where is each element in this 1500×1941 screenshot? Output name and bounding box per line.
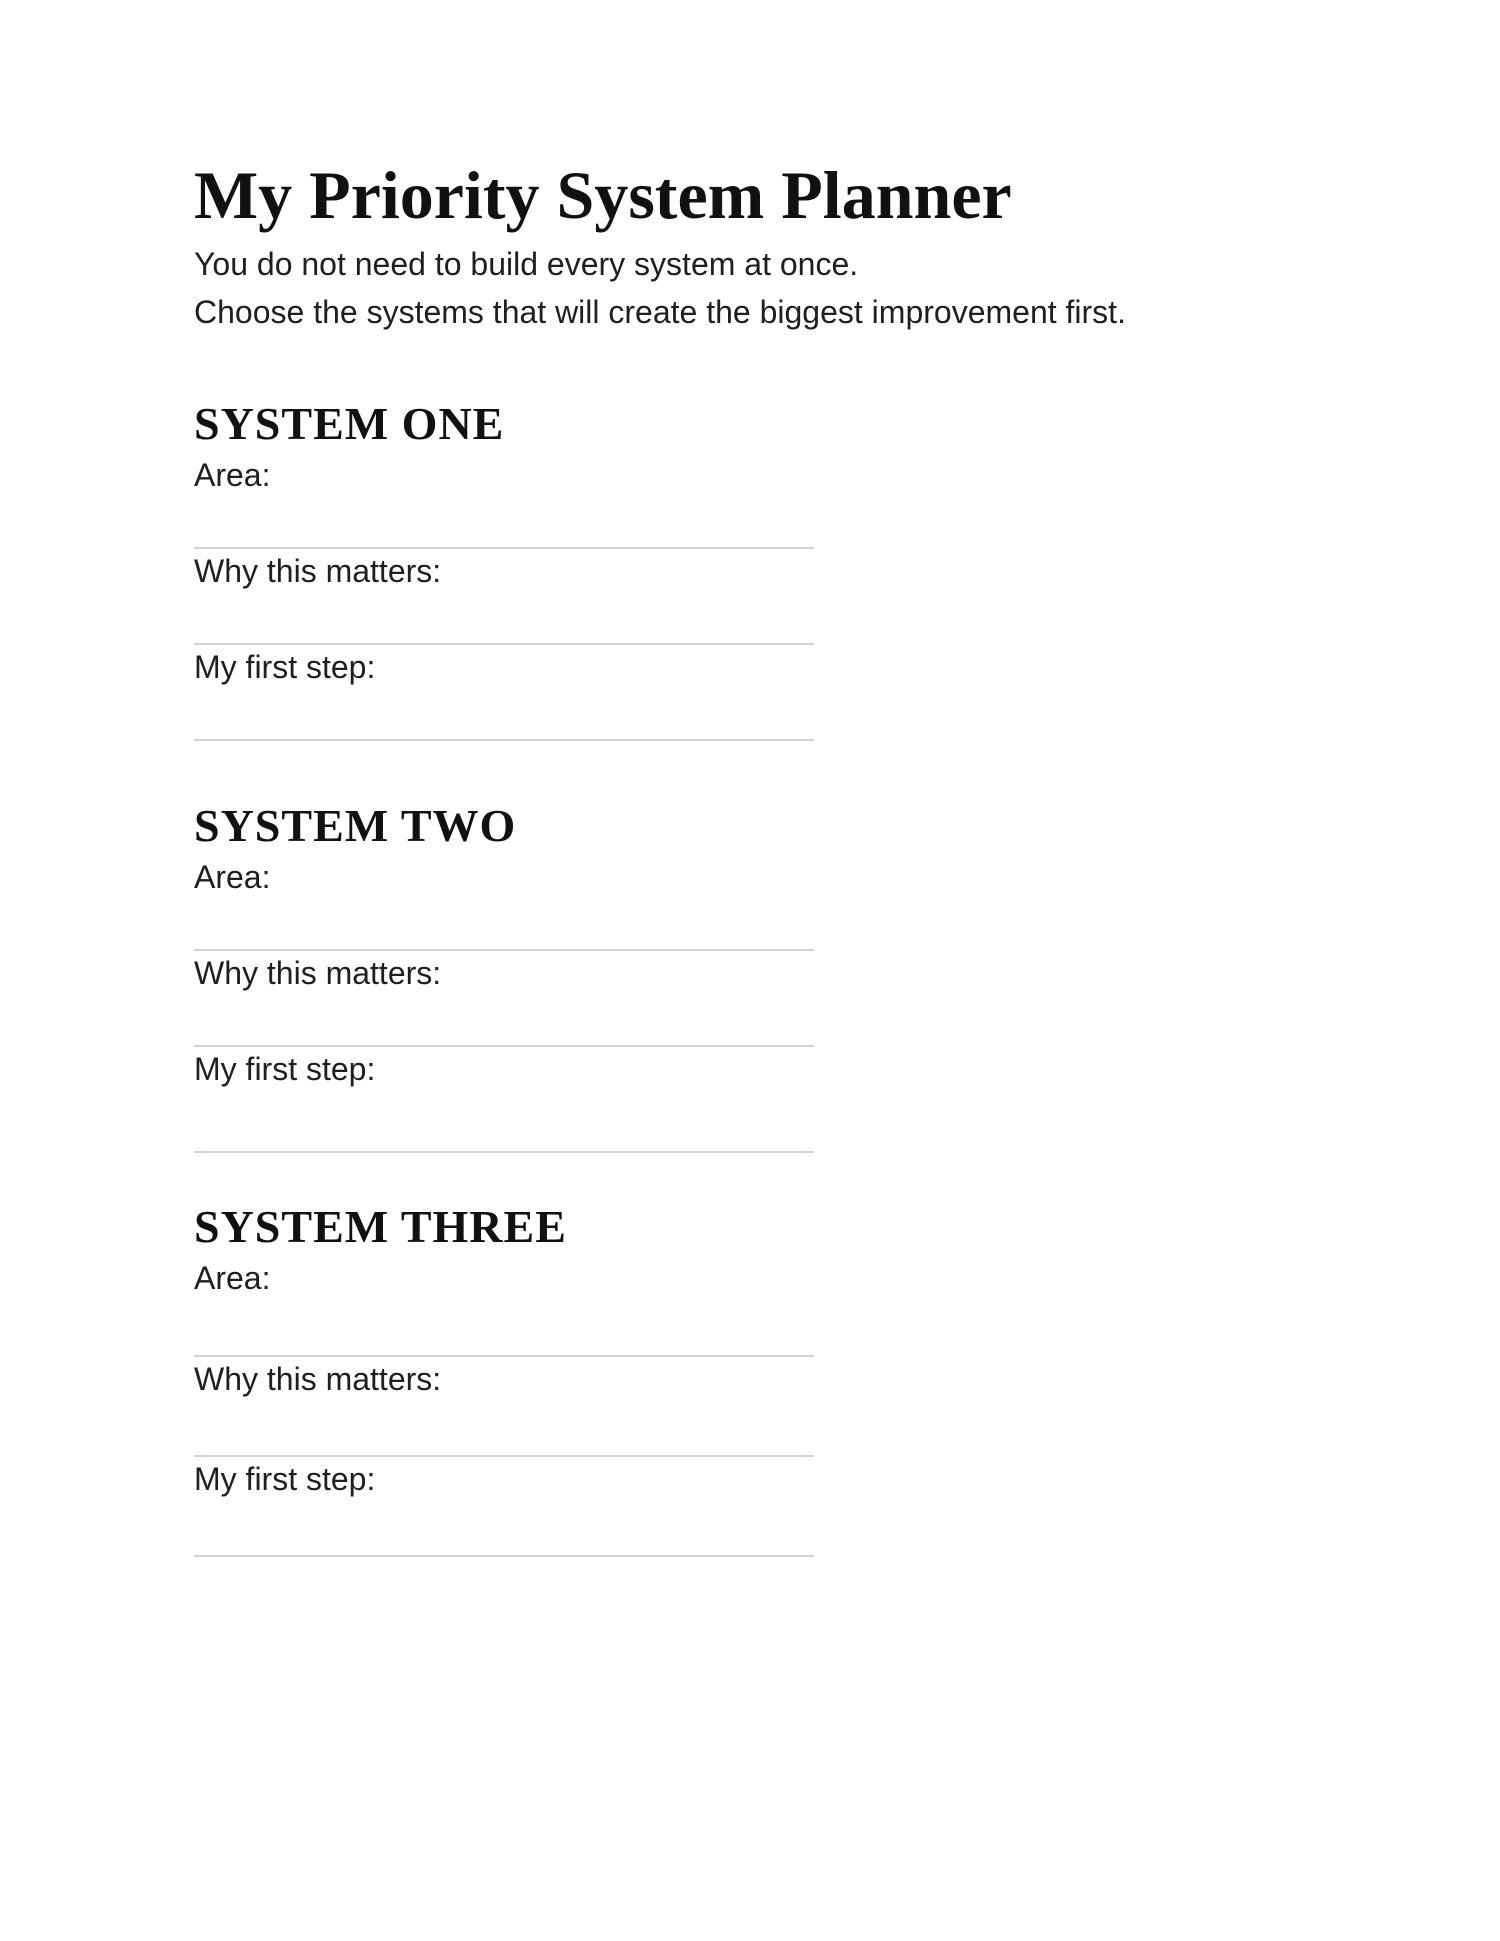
first-step-label: My first step: bbox=[194, 1461, 376, 1497]
intro-line-1: You do not need to build every system at once. bbox=[194, 246, 859, 282]
system-one-first-step-field[interactable] bbox=[194, 645, 814, 741]
system-two-section bbox=[194, 797, 814, 1153]
system-three-title: SYSTEM THREE bbox=[194, 1201, 567, 1252]
system-three-area-field[interactable] bbox=[194, 1256, 814, 1357]
first-step-label: My first step: bbox=[194, 1051, 376, 1087]
system-three-why-field[interactable] bbox=[194, 1357, 814, 1457]
system-one-why-field[interactable] bbox=[194, 549, 814, 645]
system-two-first-step-field[interactable] bbox=[194, 1047, 814, 1153]
write-in-line bbox=[194, 739, 814, 741]
system-one-title: SYSTEM ONE bbox=[194, 398, 505, 449]
why-label: Why this matters: bbox=[194, 955, 442, 991]
write-in-line bbox=[194, 1151, 814, 1153]
area-label: Area: bbox=[194, 1260, 271, 1296]
why-label: Why this matters: bbox=[194, 553, 442, 589]
intro-line-2: Choose the systems that will create the biggest improvement first. bbox=[194, 294, 1126, 330]
system-one-area-field[interactable] bbox=[194, 453, 814, 549]
write-in-line bbox=[194, 1555, 814, 1557]
area-label: Area: bbox=[194, 859, 271, 895]
system-two-why-field[interactable] bbox=[194, 951, 814, 1047]
first-step-label: My first step: bbox=[194, 649, 376, 685]
system-three-section bbox=[194, 1198, 814, 1557]
page-title: My Priority System Planner bbox=[194, 157, 1012, 233]
area-label: Area: bbox=[194, 457, 271, 493]
system-three-first-step-field[interactable] bbox=[194, 1457, 814, 1557]
why-label: Why this matters: bbox=[194, 1361, 442, 1397]
system-one-section bbox=[194, 395, 814, 741]
system-two-title: SYSTEM TWO bbox=[194, 800, 517, 851]
system-two-area-field[interactable] bbox=[194, 855, 814, 951]
planner-page bbox=[194, 150, 1344, 336]
